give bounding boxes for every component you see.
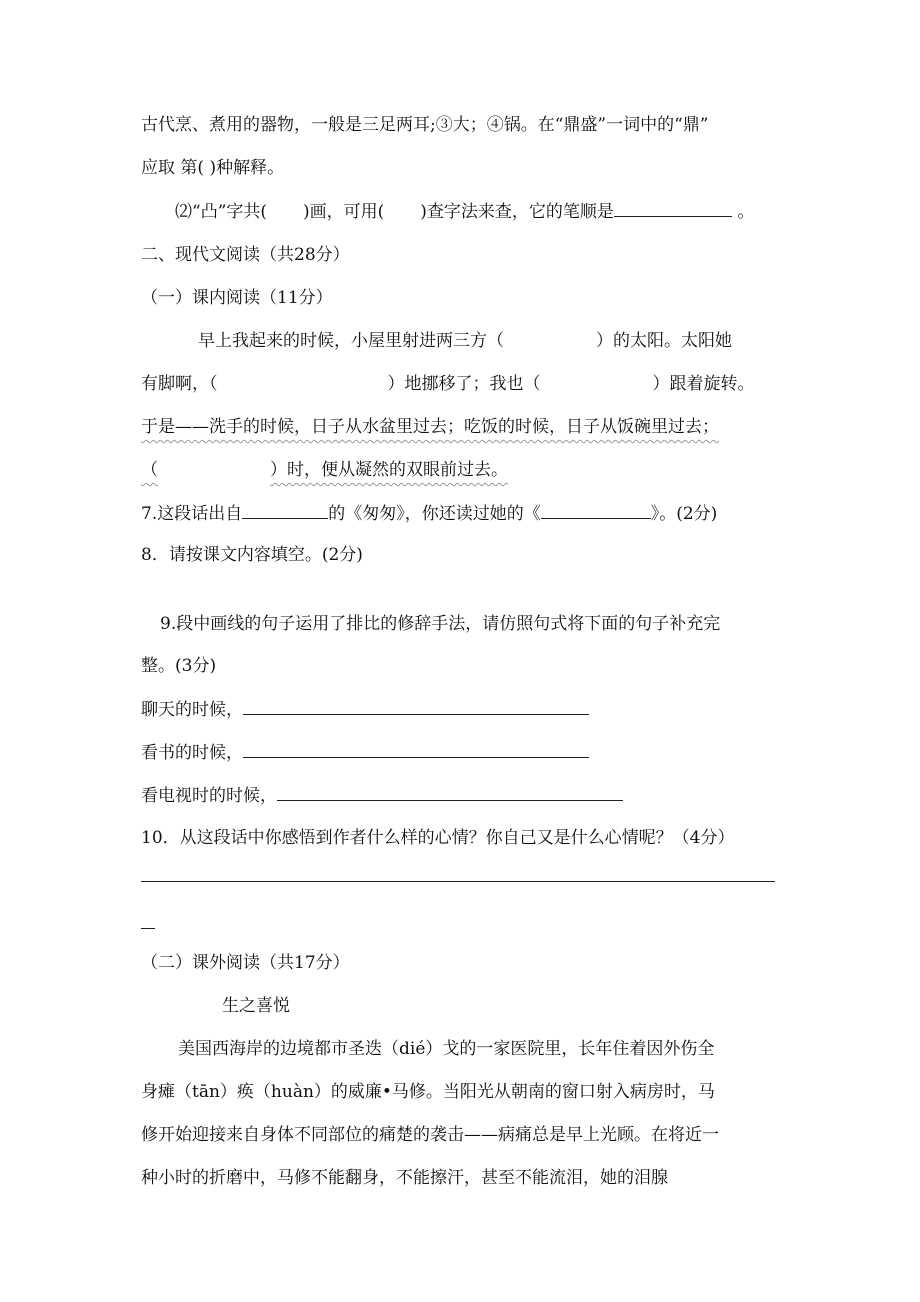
question-8: 8．请按课文内容填空。(2分) (141, 545, 363, 565)
blank-stroke-order[interactable] (614, 199, 732, 217)
passage-underlined-line: 于是——洗手的时候，日子从水盆里过去；吃饭的时候，日子从饭碗里过去； (141, 417, 719, 437)
passage-text: ）的太阳。太阳她 (596, 331, 732, 351)
answer-line-read[interactable] (243, 740, 589, 758)
passage-text: ）跟着旋转。 (652, 374, 755, 394)
question-10: 10．从这段话中你感悟到作者什么样的心情？你自己又是什么心情呢？（4分） (141, 828, 735, 848)
section-title: 二、现代文阅读（共28分） (141, 245, 350, 265)
q6-part2 (175, 199, 754, 224)
article-paragraph-line: 美国西海岸的边境都市圣迭（dié）戈的一家医院里，长年住着因外伤全 (178, 1039, 715, 1059)
q9-sentence-start: 看电视时的时候， (141, 786, 277, 806)
article-paragraph-line: 种小时的折磨中，马修不能翻身，不能擦汗，甚至不能流泪，她的泪腺 (141, 1168, 668, 1188)
q9-sentence-start: 聊天的时候， (141, 700, 243, 720)
passage-line (141, 372, 755, 396)
question-7 (141, 501, 717, 526)
answer-line-chat[interactable] (243, 697, 589, 715)
article-paragraph-line: 修开始迎接来自身体不同部位的痛楚的袭击——病痛总是早上光顾。在将近一 (141, 1125, 719, 1145)
q9-sentence-start: 看书的时候， (141, 743, 243, 763)
q6-part2-d: 。 (731, 202, 755, 222)
q7-text: 的《匆匆》，你还读过她的《 (328, 504, 541, 524)
q6-part2-b: )画，可用( (303, 202, 385, 222)
article-paragraph-line: 身瘫（tān）痪（huàn）的威廉•马修。当阳光从朝南的窗口射入病房时，马 (141, 1082, 715, 1102)
q7-text: 7.这段话出自 (141, 504, 243, 524)
q6-part2-a: ⑵“凸”字共( (175, 202, 268, 222)
question-9-line2: 整。(3分) (141, 656, 217, 676)
passage-text: 有脚啊，（ (141, 374, 218, 394)
subsection-title-extracurricular: （二）课外阅读（共17分） (141, 953, 350, 973)
q9-sentence-read (141, 740, 589, 765)
answer-line-tv[interactable] (277, 783, 623, 801)
answer-line-q10-end[interactable] (141, 928, 155, 929)
passage-underlined-line (141, 458, 508, 482)
passage-line (198, 329, 732, 353)
q7-text: 》。(2分) (650, 504, 718, 524)
q6-line1: 古代烹、煮用的器物，一般是三足两耳;③大；④锅。在“鼎盛”一词中的“鼎” (141, 115, 709, 135)
answer-line-q10[interactable] (141, 881, 775, 882)
passage-text: 早上我起来的时候，小屋里射进两三方（ (198, 331, 504, 351)
q9-sentence-chat (141, 697, 589, 722)
subsection-title-in-class: （一）课内阅读（11分） (141, 288, 333, 308)
q6-part2-c: )查字法来查，它的笔顺是 (420, 202, 614, 222)
q6-line2: 应取 第( )种解释。 (141, 158, 285, 178)
passage-text: ）时，便从凝然的双眼前过去。 (270, 460, 508, 480)
question-9-line1: 9.段中画线的句子运用了排比的修辞手法，请仿照句式将下面的句子补充完 (160, 614, 721, 634)
passage-text: ）地挪移了；我也（ (387, 374, 541, 394)
blank-author[interactable] (242, 501, 328, 519)
blank-other-work[interactable] (541, 501, 651, 519)
passage-text: （ (141, 460, 158, 480)
article-title: 生之喜悦 (222, 996, 290, 1016)
q9-sentence-tv (141, 783, 623, 808)
